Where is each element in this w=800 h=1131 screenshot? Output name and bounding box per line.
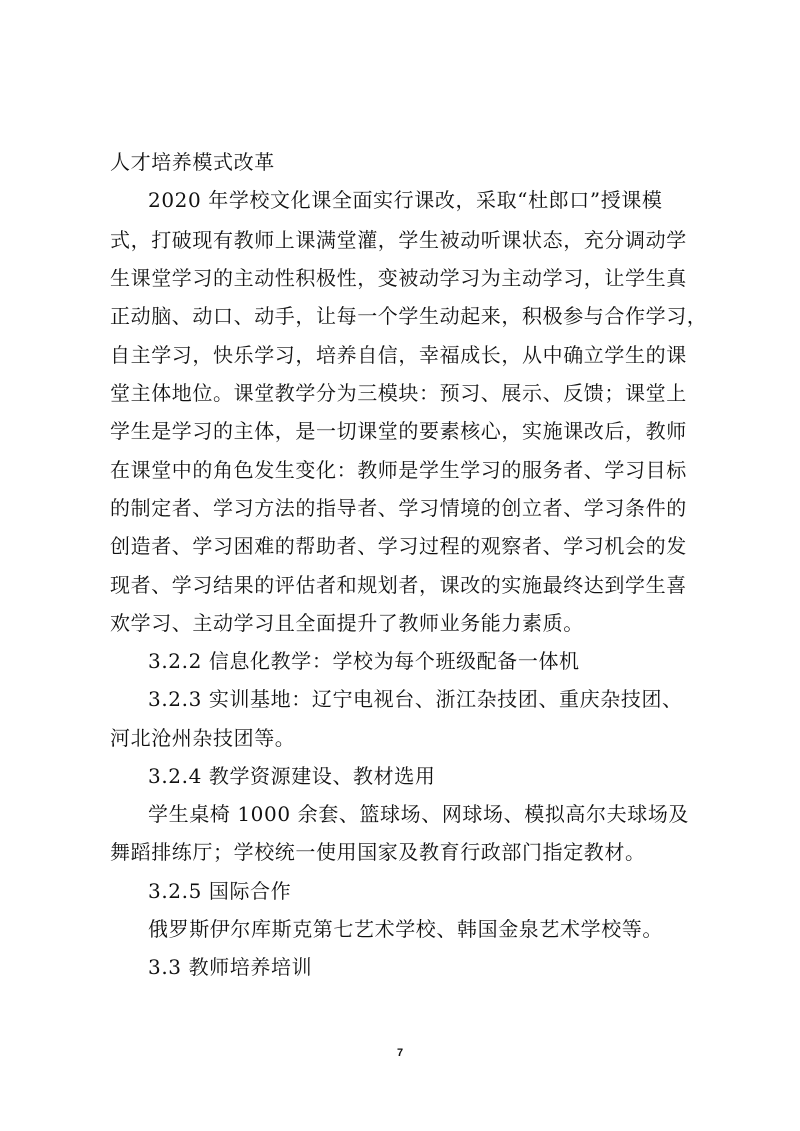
paragraph-line: 堂主体地位。课堂教学分为三模块：预习、展示、反馈；课堂上 <box>110 381 687 405</box>
paragraph-line: 欢学习、主动学习且全面提升了教师业务能力素质。 <box>110 611 584 635</box>
paragraph-line: 2020 年学校文化课全面实行课改，采取“杜郎口”授课模 <box>148 188 663 212</box>
paragraph-line: 舞蹈排练厅；学校统一使用国家及教育行政部门指定教材。 <box>110 840 646 864</box>
paragraph-line: 创造者、学习困难的帮助者、学习过程的观察者、学习机会的发 <box>110 534 687 558</box>
paragraph-line: 正动脑、动口、动手，让每一个学生动起来，积极参与合作学习， <box>110 304 708 328</box>
subsection-heading-3-2-3: 3.2.3 实训基地：辽宁电视台、浙江杂技团、重庆杂技团、 <box>148 687 683 711</box>
subsection-heading-3-2-5: 3.2.5 国际合作 <box>148 879 292 903</box>
page-number: 7 <box>396 1047 404 1059</box>
section-heading-talent-training: 人才培养模式改革 <box>110 150 275 174</box>
section-heading-3-3: 3.3 教师培养培训 <box>148 955 313 979</box>
paragraph-line: 河北沧州杂技团等。 <box>110 726 296 750</box>
paragraph-line: 在课堂中的角色发生变化：教师是学生学习的服务者、学习目标 <box>110 458 687 482</box>
paragraph-line: 俄罗斯伊尔库斯克第七艺术学校、韩国金泉艺术学校等。 <box>148 917 663 941</box>
paragraph-line: 自主学习，快乐学习，培养自信，幸福成长，从中确立学生的课 <box>110 343 687 367</box>
paragraph-line: 的制定者、学习方法的指导者、学习情境的创立者、学习条件的 <box>110 496 687 520</box>
paragraph-line: 式，打破现有教师上课满堂灌，学生被动听课状态，充分调动学 <box>110 228 687 252</box>
paragraph-line: 学生是学习的主体，是一切课堂的要素核心，实施课改后，教师 <box>110 419 687 443</box>
subsection-heading-3-2-2: 3.2.2 信息化教学：学校为每个班级配备一体机 <box>148 649 580 673</box>
paragraph-line: 现者、学习结果的评估者和规划者，课改的实施最终达到学生喜 <box>110 573 687 597</box>
paragraph-line: 学生桌椅 1000 余套、篮球场、网球场、模拟高尔夫球场及 <box>148 802 690 826</box>
paragraph-line: 生课堂学习的主动性积极性，变被动学习为主动学习，让学生真 <box>110 266 687 290</box>
subsection-heading-3-2-4: 3.2.4 教学资源建设、教材选用 <box>148 764 436 788</box>
